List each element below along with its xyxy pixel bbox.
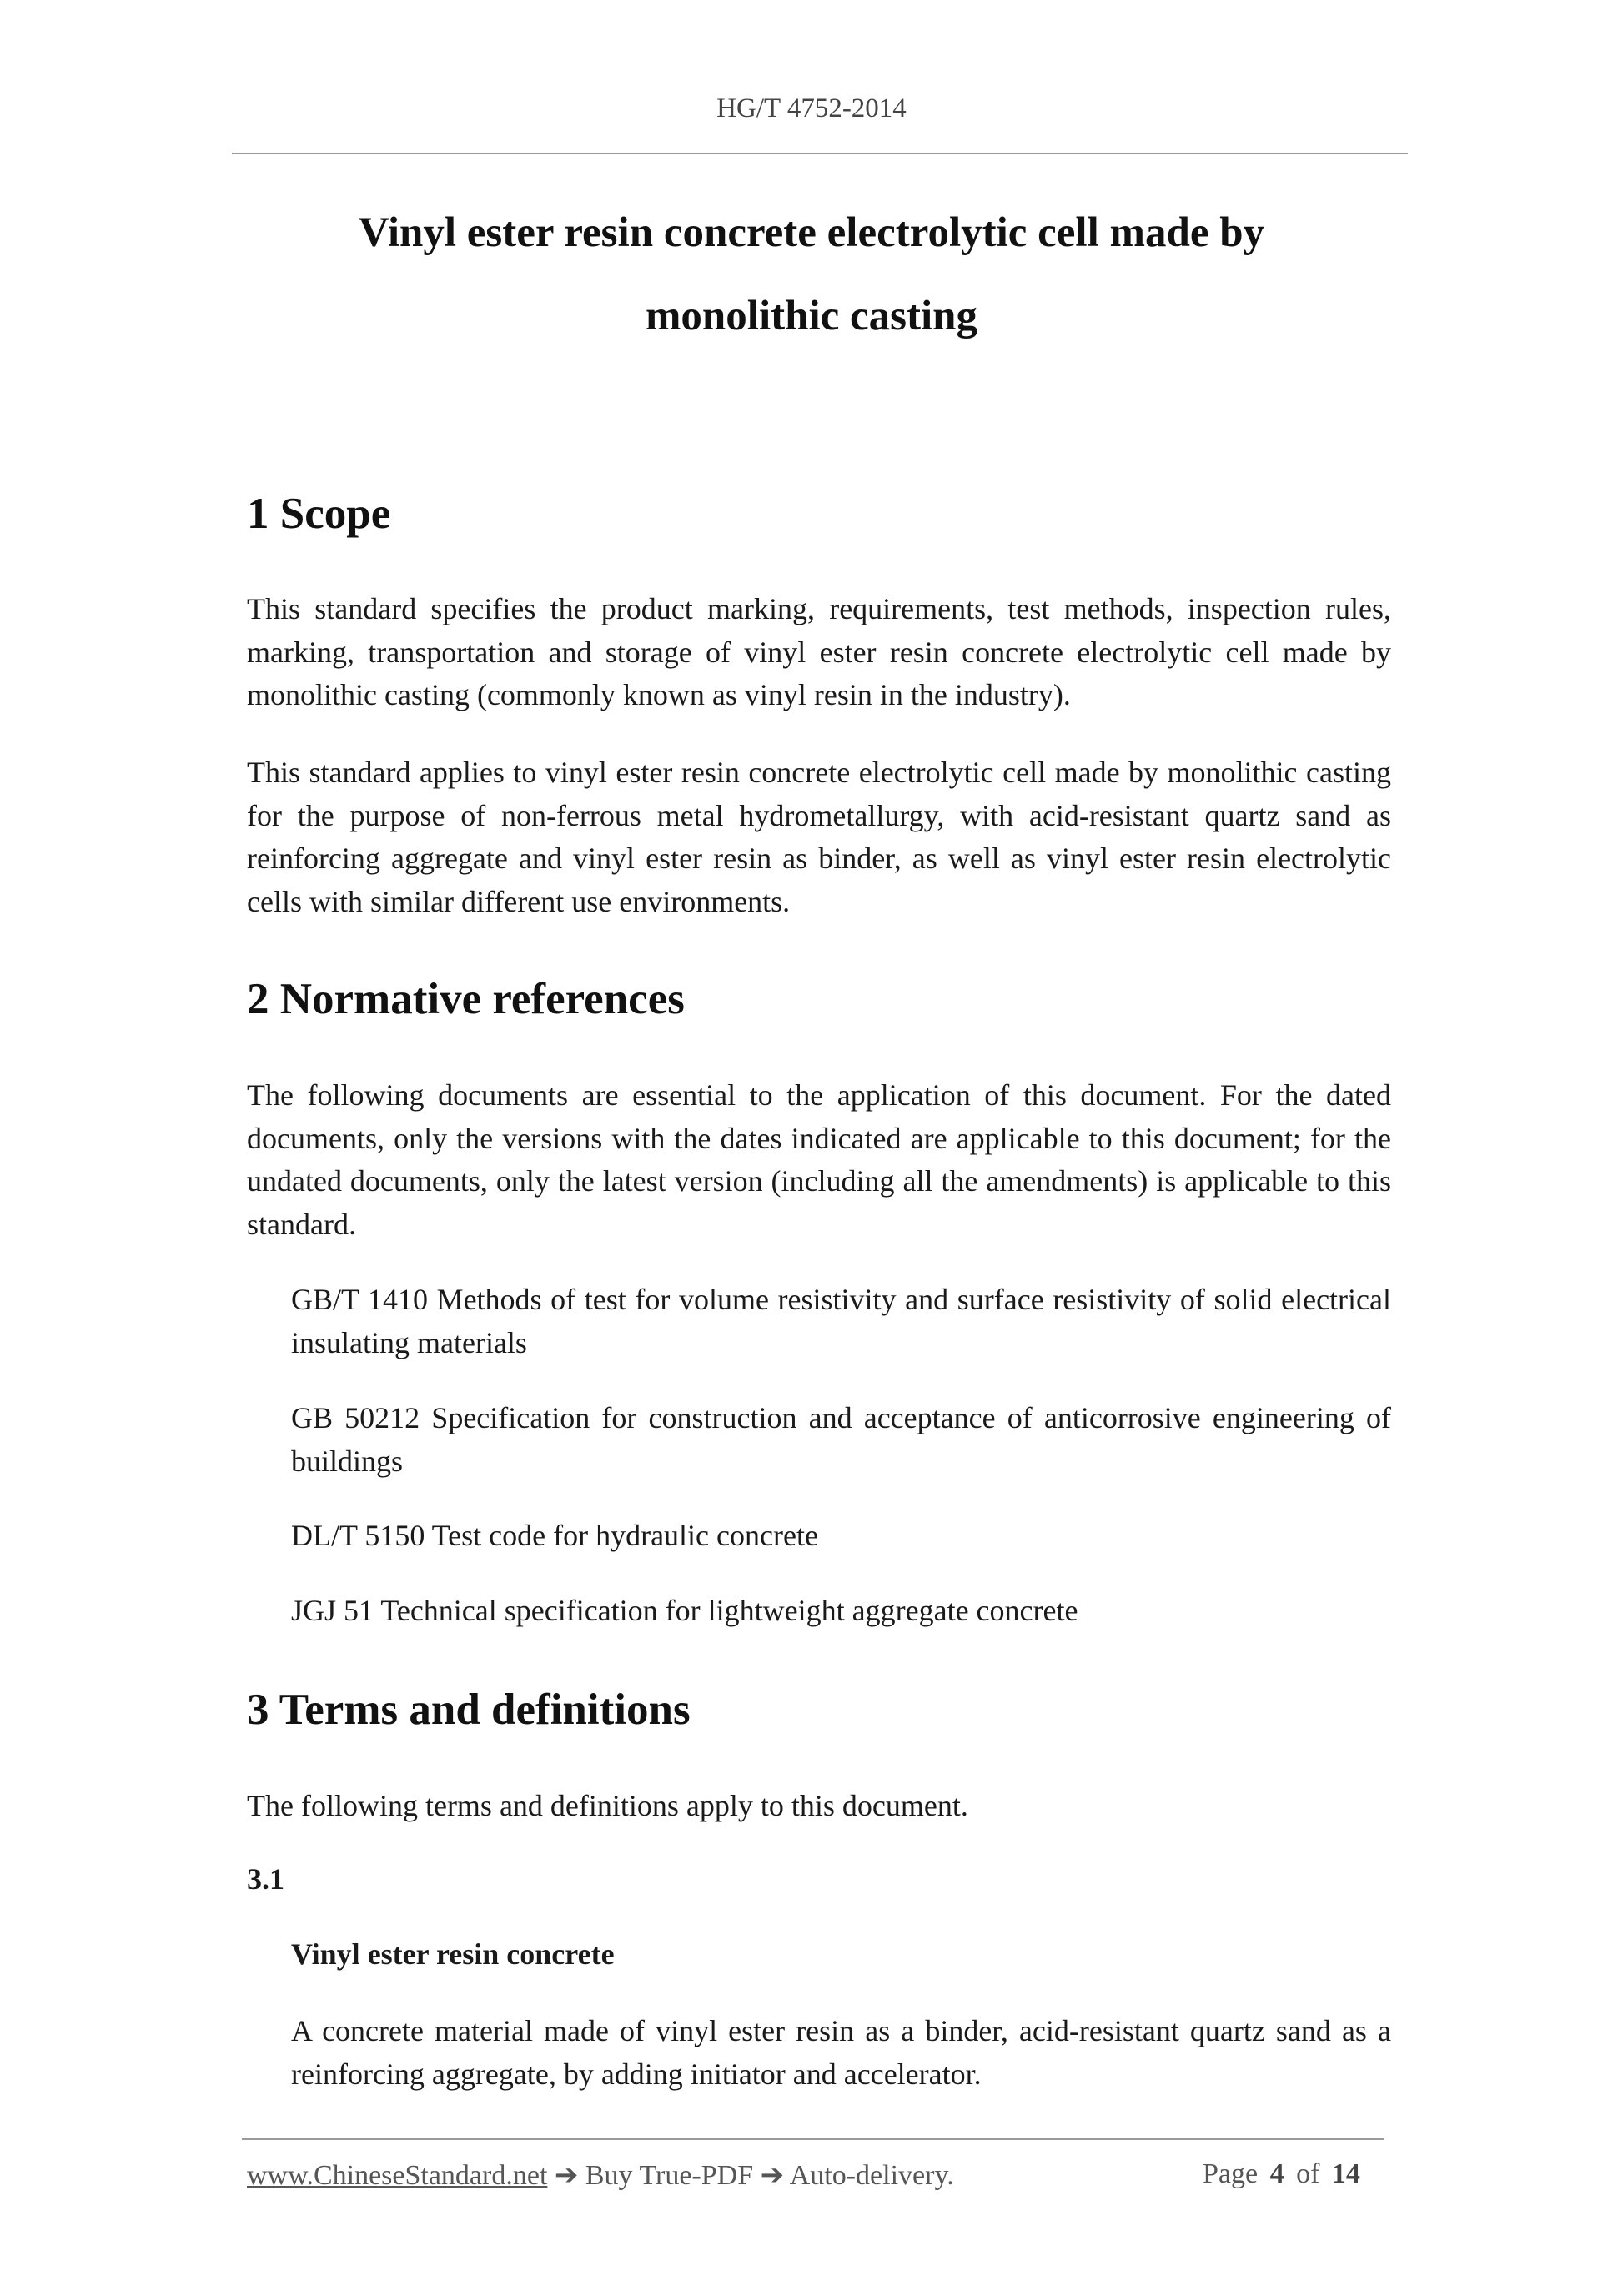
section-heading-scope: 1 Scope	[247, 490, 391, 538]
normative-reference-item: JGJ 51 Technical specification for lightweight aggregate concrete	[291, 1594, 1078, 1627]
normative-intro-paragraph: The following documents are essential to the application of this document. For the dated documents, only the versions with the dates indicated are applicable to this document; for the undated documents, only the latest version (including all the amendments) is applicable to this standard.	[247, 1078, 1391, 1241]
document-header-id: HG/T 4752-2014	[716, 93, 907, 123]
term-number: 3.1	[247, 1862, 284, 1896]
document-title-line-1: Vinyl ester resin concrete electrolytic cell made by	[358, 209, 1265, 256]
page-current-number: 4	[1269, 2158, 1284, 2189]
normative-reference-item: DL/T 5150 Test code for hydraulic concrete	[291, 1519, 818, 1552]
header-divider	[232, 153, 1408, 154]
term-definition: A concrete material made of vinyl ester resin as a binder, acid-resistant quartz sand as a reinforcing aggregate, by adding initiator and accelerator.	[291, 2014, 1391, 2091]
terms-intro-paragraph: The following terms and definitions apply to this document.	[247, 1789, 968, 1822]
page-of-label: of	[1296, 2158, 1320, 2189]
page-total-number: 14	[1331, 2158, 1360, 2189]
scope-paragraph-1: This standard specifies the product marking, requirements, test methods, inspection rules, marking, transportation and storage of vinyl ester resin concrete electrolytic cell made by monolithic casting (commonly known as vinyl resin in the industry).	[247, 592, 1391, 711]
term-name: Vinyl ester resin concrete	[291, 1937, 615, 1971]
page-indicator	[1203, 2158, 1360, 2190]
normative-reference-item: GB 50212 Specification for construction and acceptance of anticorrosive engineering of buildings	[291, 1401, 1391, 1478]
section-heading-normative-references: 2 Normative references	[247, 975, 685, 1023]
website-link[interactable]: www.ChineseStandard.net	[247, 2160, 548, 2191]
footer-promo	[247, 2158, 954, 2192]
footer-divider	[242, 2138, 1384, 2140]
section-heading-terms-and-definitions: 3 Terms and definitions	[247, 1686, 691, 1734]
page-label: Page	[1203, 2158, 1259, 2189]
footer-promo-text: ➔ Buy True-PDF ➔ Auto-delivery.	[554, 2160, 954, 2191]
document-title-line-2: monolithic casting	[645, 293, 978, 339]
scope-paragraph-2: This standard applies to vinyl ester resin concrete electrolytic cell made by monolithic casting for the purpose of non-ferrous metal hydrometallurgy, with acid-resistant quartz sand as reinforcing aggregate and vinyl ester resin as binder, as well as vinyl ester resin electrolytic cells with similar different use environments.	[247, 756, 1391, 918]
normative-reference-item: GB/T 1410 Methods of test for volume resistivity and surface resistivity of solid electrical insulating materials	[291, 1283, 1391, 1359]
